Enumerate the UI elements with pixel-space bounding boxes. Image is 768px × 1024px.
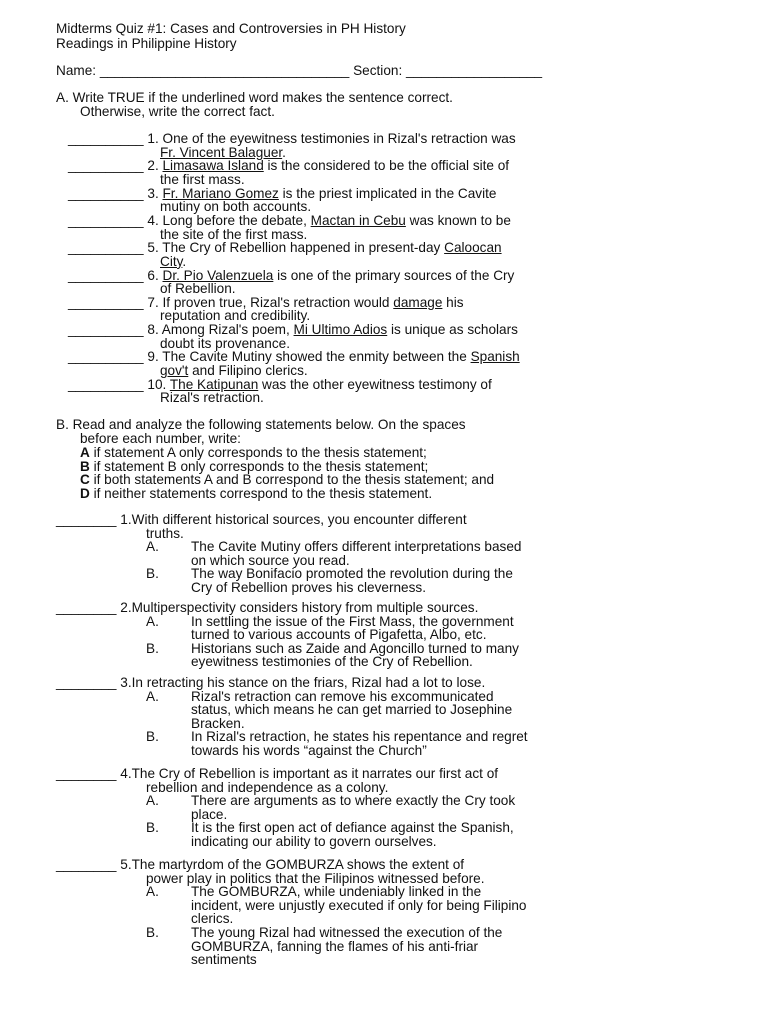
question-text: reputation and credibility. bbox=[160, 308, 311, 324]
underlined-term: Mactan in Cebu bbox=[310, 212, 406, 228]
statement-b-text: The young Rizal had witnessed the execution of the bbox=[191, 925, 503, 940]
answer-blank[interactable]: __________ bbox=[68, 131, 144, 146]
statement-a-text: status, which means he can get married to Josephine bbox=[191, 702, 513, 718]
answer-key-item bbox=[80, 446, 427, 460]
thesis-statement: Multiperspectivity considers history from multiple sources. bbox=[131, 600, 479, 615]
question-number: 1. bbox=[143, 131, 163, 146]
answer-blank[interactable]: __________ bbox=[68, 240, 144, 256]
statement-b-text: towards his words “against the Church” bbox=[191, 743, 427, 758]
thesis-question bbox=[56, 676, 485, 690]
answer-key-item bbox=[80, 460, 428, 474]
statement-b-text: sentiments bbox=[191, 952, 257, 968]
question-text: The Cry of Rebellion happened in present-day bbox=[162, 240, 445, 256]
question-continuation bbox=[160, 364, 308, 378]
underlined-term: gov't bbox=[160, 363, 189, 378]
statement-b-text: indicating our ability to govern ourselves. bbox=[191, 834, 437, 849]
question-text: Long before the debate, bbox=[162, 212, 311, 228]
answer-blank[interactable]: __________ bbox=[68, 294, 144, 310]
question-text: If proven true, Rizal's retraction would bbox=[162, 294, 394, 310]
statement-b-label: B. bbox=[146, 640, 159, 656]
question-number: 5. bbox=[116, 857, 132, 872]
question-text: . bbox=[282, 144, 286, 160]
underlined-term: damage bbox=[393, 294, 443, 310]
question-item bbox=[68, 269, 514, 283]
answer-blank[interactable]: __________ bbox=[68, 158, 144, 174]
question-continuation bbox=[160, 146, 286, 160]
statement-a-label: A. bbox=[146, 688, 159, 704]
statement-b-text: The way Bonifacio promoted the revolution during the bbox=[191, 566, 513, 582]
question-continuation bbox=[160, 200, 311, 214]
part-a-instructions: A. Write TRUE if the underlined word makes the sentence correct. bbox=[56, 90, 453, 105]
thesis-continuation bbox=[146, 527, 184, 541]
question-text: Rizal's retraction. bbox=[160, 390, 264, 406]
part-b-instructions-line2: before each number, write: bbox=[80, 431, 241, 446]
underlined-term: Fr. Vincent Balaguer bbox=[160, 144, 283, 160]
quiz-title: Midterms Quiz #1: Cases and Controversies in PH History bbox=[56, 21, 406, 36]
statement-a-label: A. bbox=[146, 793, 159, 809]
thesis-question bbox=[56, 513, 467, 527]
thesis-continuation bbox=[146, 872, 485, 886]
question-text: is the priest implicated in the Cavite bbox=[278, 185, 497, 201]
course-title: Readings in Philippine History bbox=[56, 36, 237, 51]
answer-blank[interactable]: ________ bbox=[56, 675, 117, 690]
underlined-term: Mi Ultimo Adios bbox=[293, 322, 388, 338]
question-item bbox=[68, 378, 492, 392]
question-text: is the considered to be the official site of bbox=[263, 158, 510, 174]
underlined-term: The Katipunan bbox=[169, 376, 259, 392]
question-text: was the other eyewitness testimony of bbox=[258, 376, 492, 392]
question-text: and Filipino clerics. bbox=[188, 363, 308, 378]
answer-blank[interactable]: __________ bbox=[68, 267, 144, 283]
question-text: doubt its provenance. bbox=[160, 335, 290, 351]
question-item bbox=[68, 132, 516, 146]
statement-b-text: In Rizal's retraction, he states his repentance and regret bbox=[191, 729, 528, 745]
statement-b-text: eyewitness testimonies of the Cry of Rebellion. bbox=[191, 654, 473, 670]
question-continuation bbox=[160, 228, 307, 242]
thesis-statement: The martyrdom of the GOMBURZA shows the extent of bbox=[131, 857, 465, 872]
thesis-statement: The Cry of Rebellion is important as it narrates our first act of bbox=[131, 766, 499, 781]
section-blank[interactable]: __________________ bbox=[406, 63, 543, 78]
statement-b-label: B. bbox=[146, 729, 159, 745]
statement-a-text: clerics. bbox=[191, 911, 234, 927]
question-item bbox=[68, 187, 496, 201]
question-number: 1. bbox=[116, 512, 132, 527]
statement-a-label: A. bbox=[146, 539, 159, 555]
underlined-term: Dr. Pio Valenzuela bbox=[162, 267, 274, 283]
answer-blank[interactable]: __________ bbox=[68, 185, 144, 201]
answer-key-text: if neither statements correspond to the thesis statement. bbox=[89, 486, 433, 502]
question-number: 4. bbox=[143, 212, 163, 228]
question-continuation bbox=[160, 391, 264, 405]
underlined-term: Fr. Mariano Gomez bbox=[162, 185, 279, 201]
question-continuation bbox=[160, 255, 186, 269]
answer-key-letter: D bbox=[80, 486, 90, 502]
part-a-instructions-line2: Otherwise, write the correct fact. bbox=[80, 104, 275, 119]
question-number: 6. bbox=[143, 267, 163, 283]
thesis-continuation bbox=[146, 781, 388, 795]
thesis-statement: In retracting his stance on the friars, Rizal had a lot to lose. bbox=[131, 675, 486, 690]
question-item bbox=[68, 159, 509, 173]
question-text: is one of the primary sources of the Cry bbox=[273, 267, 515, 283]
question-number: 7. bbox=[143, 294, 163, 310]
answer-blank[interactable]: ________ bbox=[56, 766, 117, 781]
question-item bbox=[68, 214, 511, 228]
answer-blank[interactable]: ________ bbox=[56, 512, 117, 527]
statement-a-text: on which source you read. bbox=[191, 552, 350, 568]
question-item bbox=[68, 350, 520, 364]
answer-key-letter: A bbox=[80, 445, 90, 460]
statement-b-label: B. bbox=[146, 820, 159, 836]
statement-b-label: B. bbox=[146, 925, 159, 940]
statement-a-text: There are arguments as to where exactly the Cry took bbox=[191, 793, 516, 809]
answer-key-item bbox=[80, 473, 494, 487]
answer-blank[interactable]: __________ bbox=[68, 376, 144, 392]
name-blank[interactable]: _________________________________ bbox=[99, 63, 350, 78]
statement-b-text: It is the first open act of defiance against the Spanish, bbox=[191, 820, 514, 836]
section-label: Section: bbox=[353, 63, 403, 78]
statement-b-text: Historians such as Zaide and Agoncillo turned to many bbox=[191, 640, 519, 656]
question-text: the site of the first mass. bbox=[160, 226, 308, 242]
answer-blank[interactable]: __________ bbox=[68, 322, 144, 338]
statement-a-text: incident, were unjustly executed if only for being Filipino bbox=[191, 897, 527, 913]
statement-a-text: Bracken. bbox=[191, 715, 245, 731]
question-text: was known to be bbox=[405, 212, 511, 228]
thesis-statement: rebellion and independence as a colony. bbox=[146, 779, 389, 795]
question-number: 2. bbox=[143, 158, 163, 174]
question-continuation bbox=[160, 309, 310, 323]
question-text: The Cavite Mutiny showed the enmity between the bbox=[162, 349, 471, 365]
thesis-statement: With different historical sources, you encounter different bbox=[131, 512, 467, 527]
answer-key-letter: B bbox=[80, 458, 90, 474]
question-number: 2. bbox=[116, 600, 132, 615]
answer-key-letter: C bbox=[80, 472, 90, 488]
question-text: the first mass. bbox=[160, 171, 245, 187]
question-item bbox=[68, 323, 518, 337]
question-number: 8. bbox=[143, 322, 162, 338]
answer-blank[interactable]: ________ bbox=[56, 857, 117, 872]
question-text: mutiny on both accounts. bbox=[160, 199, 312, 215]
statement-a-label: A. bbox=[146, 884, 159, 900]
question-number: 9. bbox=[143, 349, 163, 365]
part-b-instructions: B. Read and analyze the following statements below. On the spaces bbox=[56, 417, 466, 432]
thesis-question bbox=[56, 767, 498, 781]
answer-key-text: if both statements A and B correspond to the thesis statement; and bbox=[89, 472, 495, 488]
question-continuation bbox=[160, 282, 236, 296]
answer-blank[interactable]: ________ bbox=[56, 600, 117, 615]
statement-b-text: Cry of Rebellion proves his cleverness. bbox=[191, 580, 426, 595]
question-item bbox=[68, 241, 502, 255]
question-text: of Rebellion. bbox=[160, 281, 236, 297]
question-text: his bbox=[442, 294, 464, 310]
question-continuation bbox=[160, 337, 290, 351]
underlined-term: Caloocan bbox=[444, 240, 502, 256]
statement-a-text: place. bbox=[191, 806, 228, 822]
question-number: 4. bbox=[116, 766, 132, 781]
name-section-line bbox=[56, 64, 542, 78]
answer-blank[interactable]: __________ bbox=[68, 349, 144, 365]
question-continuation bbox=[160, 173, 245, 187]
statement-a-text: In settling the issue of the First Mass, the government bbox=[191, 613, 514, 629]
question-number: 5. bbox=[143, 240, 163, 256]
statement-a-text: Rizal's retraction can remove his excommunicated bbox=[191, 688, 494, 704]
thesis-question bbox=[56, 601, 478, 615]
answer-key-text: if statement B only corresponds to the thesis statement; bbox=[89, 458, 429, 474]
statement-b-text: GOMBURZA, fanning the flames of his anti-friar bbox=[191, 938, 479, 954]
statement-a-label: A. bbox=[146, 613, 159, 629]
statement-a-text: The Cavite Mutiny offers different interpretations based bbox=[191, 539, 522, 555]
answer-blank[interactable]: __________ bbox=[68, 212, 144, 228]
question-text: One of the eyewitness testimonies in Rizal's retraction was bbox=[162, 131, 516, 146]
thesis-statement: truths. bbox=[146, 525, 184, 541]
question-number: 3. bbox=[116, 675, 132, 690]
question-number: 3. bbox=[143, 185, 163, 201]
name-label: Name: bbox=[56, 63, 97, 78]
underlined-term: Spanish bbox=[470, 349, 520, 365]
underlined-term: City bbox=[160, 253, 183, 269]
thesis-question bbox=[56, 858, 464, 872]
question-text: Among Rizal's poem, bbox=[161, 322, 294, 338]
statement-a-text: turned to various accounts of Pigafetta, Albo, etc. bbox=[191, 627, 487, 643]
question-text: . bbox=[182, 253, 187, 269]
answer-key-item bbox=[80, 487, 432, 501]
thesis-statement: power play in politics that the Filipinos witnessed before. bbox=[146, 870, 485, 886]
answer-key-text: if statement A only corresponds to the thesis statement; bbox=[89, 445, 427, 460]
question-item bbox=[68, 296, 464, 310]
statement-a-text: The GOMBURZA, while undeniably linked in the bbox=[191, 884, 482, 900]
question-number: 10. bbox=[143, 376, 170, 392]
question-text: is unique as scholars bbox=[387, 322, 518, 338]
underlined-term: Limasawa Island bbox=[162, 158, 264, 174]
statement-b-label: B. bbox=[146, 566, 159, 582]
